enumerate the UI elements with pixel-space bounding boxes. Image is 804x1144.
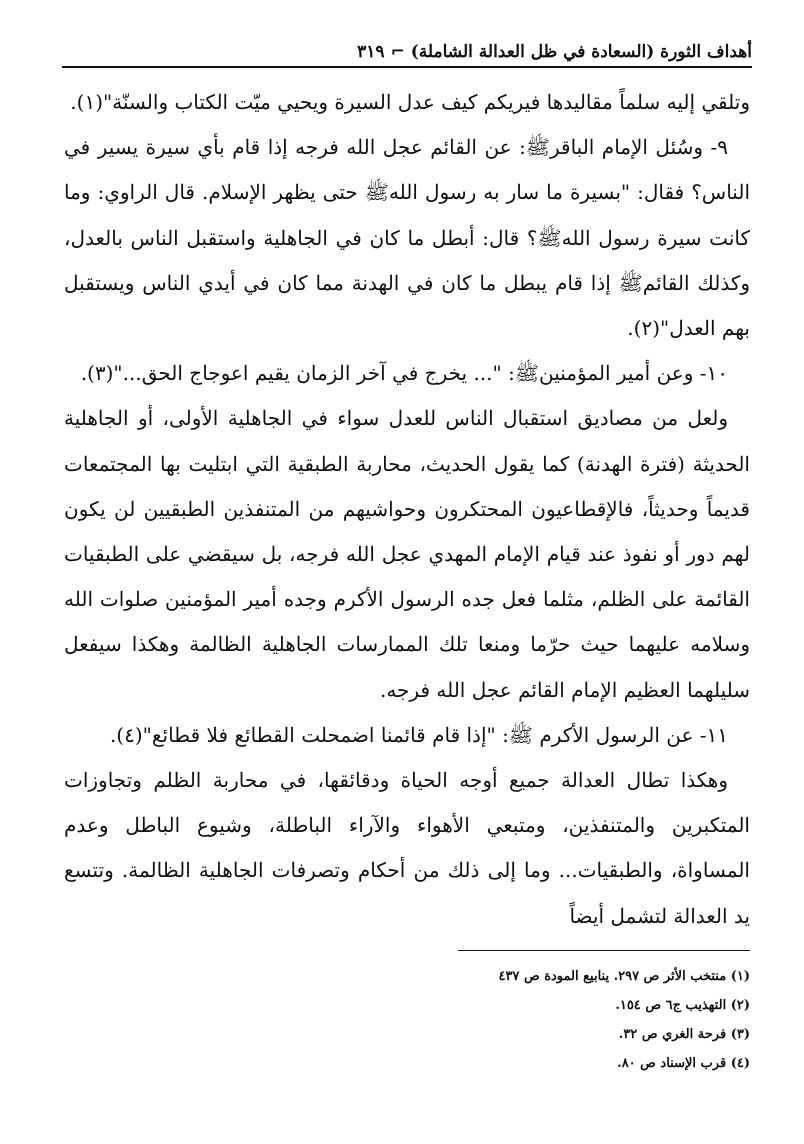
footnote: (٢) التهذيب ج٦ ص ١٥٤. [615,998,750,1013]
main-text [64,80,750,939]
header-ornament: ⌐ [390,42,405,62]
page-number: ٣١٩ [357,42,385,62]
running-header [62,28,752,68]
paragraph: ولعل من مصاديق استقبال الناس للعدل سواء في الجاهلية الأولى، أو الجاهلية الحديثة (فترة الهدنة) كما يقول الحديث، محاربة الطبقية التي ابتليت بها المجتمعات قديماً وحديثاً، فالإقطاعيون المحتكرون وحواشيهم من المتنفذين الطبقيين لن يكون لهم دور أو نفوذ عند قيام الإمام المهدي عجل الله فرجه، بل سيقضي على الطبقيات القائمة على الظلم، مثلما فعل جده الرسول الأكرم وجده أمير المؤمنين صلوات الله وسلامه عليهما حيث حرّما ومنعا تلك الممارسات الجاهلية الظالمة وهكذا سيفعل سليلهما العظيم الإمام القائم عجل الله فرجه. [64,406,750,702]
paragraph: وهكذا تطال العدالة جميع أوجه الحياة ودقائقها، في محاربة الظلم وتجاوزات المتكبرين والمتنفذين، ومتبعي الأهواء والآراء الباطلة، وشيوع الباطل وعدم المساواة، والطبقيات... وما إلى ذلك من أحكام وتصرفات الجاهلية الظالمة. وتتسع يد العدالة لتشمل أيضاً [64,768,750,928]
header-title: أهداف الثورة (السعادة في ظل العدالة الشاملة) [410,42,752,62]
paragraph: وتلقي إليه سلماً مقاليدها فيريكم كيف عدل السيرة ويحيي ميّت الكتاب والسنّة"(١). [70,90,750,114]
paragraph: ١٠- وعن أمير المؤمنينﷺ: "... يخرج في آخر الزمان يقيم اعوجاج الحق..."(٣). [80,361,728,386]
footnote: (٣) فرحة الغري ص ٣٢. [618,1027,750,1042]
footnotes [200,962,750,1078]
footnote: (١) منتخب الأثر ص ٢٩٧. ينابيع المودة ص ٤٣٧ [498,969,750,984]
footnote-divider [458,950,750,951]
paragraph: ١١- عن الرسول الأكرم ﷺ: "إذا قام قائمنا اضمحلت القطائع فلا قطائع"(٤). [109,722,728,747]
paragraph: ٩- وسُئل الإمام الباقرﷺ: عن القائم عجل الله فرجه إذا قام بأي سيرة يسير في الناس؟ فقال: "بسيرة ما سار به رسول اللهﷺ حتى يظهر الإسلام. قال الراوي: وما كانت سيرة رسول اللهﷺ؟ قال: أبطل ما كان في الجاهلية واستقبل الناس بالعدل، وكذلك القائمﷺ إذا قام يبطل ما كان في الهدنة مما كان في أيدي الناس ويستقبل بهم العدل"(٢). [64,135,750,341]
footnote: (٤) قرب الإسناد ص ٨٠. [617,1056,750,1071]
